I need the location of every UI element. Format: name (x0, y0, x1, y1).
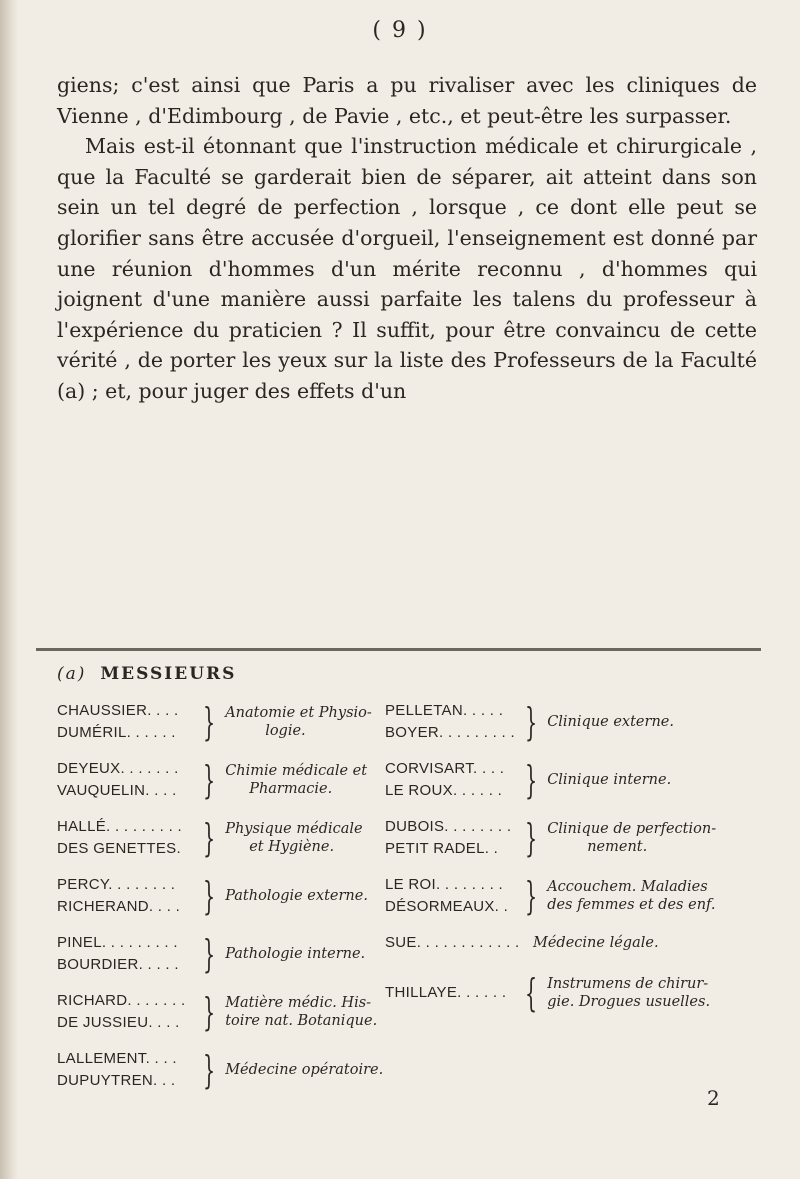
professor-entry (57, 932, 437, 976)
footnote-rule (36, 648, 761, 651)
brace-icon: } (203, 932, 216, 976)
professor-name: LALLEMENT. . . . (57, 1050, 177, 1067)
body-text (57, 70, 757, 407)
professor-entry (57, 758, 437, 802)
subject-text: Pathologie interne. (225, 946, 366, 962)
professor-name: DUPUYTREN. . . (57, 1072, 176, 1089)
professor-name: BOURDIER. . . . . (57, 956, 179, 973)
professor-name: PERCY. . . . . . . . (57, 876, 176, 893)
page-edge-shadow (0, 0, 18, 1179)
brace-icon: } (203, 758, 216, 802)
brace-icon: } (525, 758, 538, 802)
professor-name: RICHARD. . . . . . . (57, 992, 186, 1009)
professor-entry (385, 971, 765, 1015)
professor-entry (57, 700, 437, 744)
professor-name: DÉSORMEAUX. . (385, 898, 509, 915)
professor-entry (57, 816, 437, 860)
page-number: ( 9 ) (372, 18, 428, 43)
subject-text: Instrumens de chirur- (547, 976, 709, 992)
subject-text: des femmes et des enf. (547, 897, 716, 913)
professor-entry (57, 990, 437, 1034)
subject-text: toire nat. Botanique. (225, 1013, 378, 1029)
subject-text: Matière médic. His- (225, 995, 372, 1011)
professor-name: CORVISART. . . . (385, 760, 505, 777)
brace-icon: } (203, 816, 216, 860)
professor-name: DES GENETTES. (57, 840, 181, 857)
professor-entry (385, 700, 765, 744)
signature-mark: 2 (707, 1086, 720, 1110)
professor-name: DEYEUX. . . . . . . (57, 760, 179, 777)
footnote-heading-text: MESSIEURS (100, 664, 237, 684)
professor-name: PINEL. . . . . . . . . (57, 934, 178, 951)
subject-text: nement. (587, 839, 648, 855)
professor-name: VAUQUELIN. . . . (57, 782, 177, 799)
brace-icon: } (203, 1048, 216, 1092)
professors-left-column (57, 700, 437, 1102)
professor-name: RICHERAND. . . . (57, 898, 181, 915)
professor-name: HALLÉ. . . . . . . . . (57, 818, 182, 835)
professor-entry (385, 816, 765, 860)
subject-text: Médecine légale. (533, 935, 659, 951)
brace-icon: } (525, 874, 538, 918)
professor-name: DE JUSSIEU. . . . (57, 1014, 180, 1031)
subject-text: Anatomie et Physio- (225, 705, 372, 721)
professor-entry (385, 874, 765, 918)
brace-icon: } (203, 874, 216, 918)
brace-icon: } (203, 700, 216, 744)
footnote-heading (57, 664, 236, 684)
professor-entry (385, 758, 765, 802)
subject-text: Clinique externe. (547, 714, 674, 730)
subject-text: Clinique interne. (547, 772, 672, 788)
professor-name: PETIT RADEL. . (385, 840, 499, 857)
brace-icon: { (525, 971, 538, 1015)
subject-text: et Hygiène. (249, 839, 335, 855)
brace-icon: } (525, 700, 538, 744)
professor-name: BOYER. . . . . . . . . (385, 724, 515, 741)
subject-text: Clinique de perfection- (547, 821, 717, 837)
brace-icon: } (203, 990, 216, 1034)
professor-name: DUBOIS. . . . . . . . (385, 818, 512, 835)
professor-entry (57, 874, 437, 918)
subject-text: Physique médicale (225, 821, 363, 837)
professor-name: DUMÉRIL. . . . . . (57, 724, 176, 741)
subject-text: gie. Drogues usuelles. (547, 994, 711, 1010)
professor-name: LE ROUX. . . . . . (385, 782, 503, 799)
professor-entry (385, 932, 765, 954)
professors-right-column (385, 700, 765, 1022)
professor-name: THILLAYE. . . . . . (385, 984, 507, 1001)
professor-name: PELLETAN. . . . . (385, 702, 504, 719)
brace-icon: } (525, 816, 538, 860)
professor-name: SUE. . . . . . . . . . . . (385, 934, 520, 951)
subject-text: Pharmacie. (249, 781, 333, 797)
paragraph-1: giens; c'est ainsi que Paris a pu rivaliser avec les cliniques de Vienne , d'Edimbourg , de Pavie , etc., et peut-être les surpasser. (57, 73, 757, 128)
paragraph-2: Mais est-il étonnant que l'instruction médicale et chirurgicale , que la Faculté se garderait bien de séparer, ait atteint dans son sein un tel degré de perfection , lorsque , ce dont elle peut se glorifier sans être accusée d'orgueil, l'enseignement est donné par une réunion d'hommes d'un mérite reconnu , d'hommes qui joignent d'une manière aussi parfaite les talens du professeur à l'expérience du praticien ? Il suffit, pour être convaincu de cette vérité , de porter les yeux sur la liste des Professeurs de la Faculté (a) ; et, pour juger des effets d'un (57, 134, 757, 403)
professor-name: CHAUSSIER. . . . (57, 702, 179, 719)
subject-text: logie. (265, 723, 306, 739)
subject-text: Médecine opératoire. (225, 1062, 384, 1078)
professor-name: LE ROI. . . . . . . . (385, 876, 503, 893)
subject-text: Accouchem. Maladies (547, 879, 708, 895)
subject-text: Pathologie externe. (225, 888, 368, 904)
professor-entry (57, 1048, 437, 1092)
footnote-mark: (a) (57, 664, 87, 684)
subject-text: Chimie médicale et (225, 763, 368, 779)
